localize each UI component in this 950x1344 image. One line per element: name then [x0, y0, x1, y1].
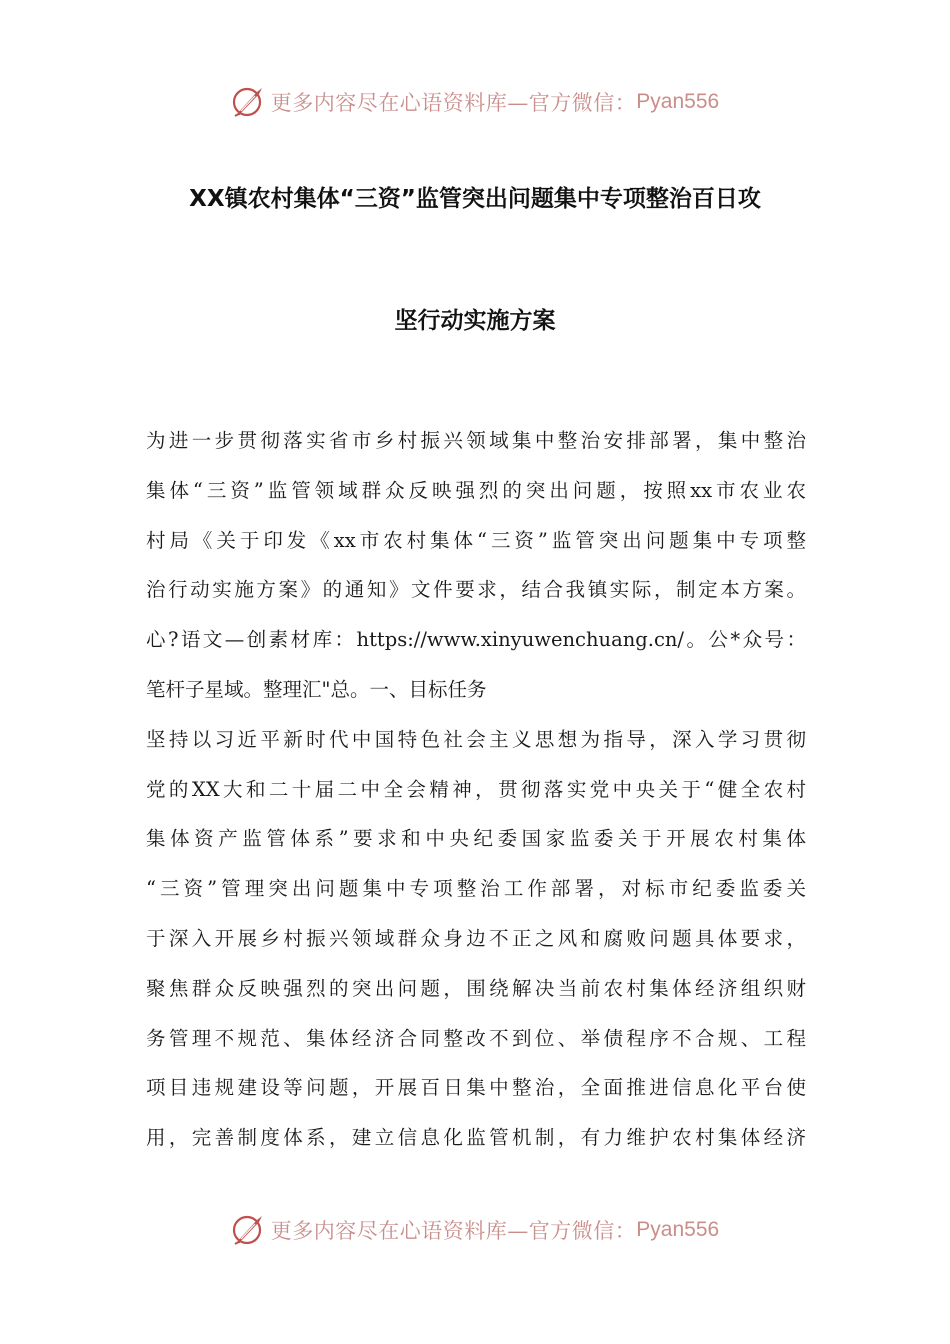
watermark-text: 更多内容尽在心语资料库—官方微信：: [270, 91, 637, 115]
body-line: 为进一步贯彻落实省市乡村振兴领域集中整治安排部署，集中整治: [146, 429, 806, 452]
watermark-banner-top: [0, 80, 950, 124]
document-title-line-1: XX镇农村集体“三资”监管突出问题集中专项整治百日攻: [189, 186, 761, 212]
document-title-line-2: 坚行动实施方案: [394, 308, 556, 334]
body-line: 党的XX大和二十届二中全会精神，贯彻落实党中央关于“健全农村: [146, 777, 806, 801]
watermark-account: Pyan556: [636, 90, 720, 113]
body-line: 务管理不规范、集体经济合同整改不到位、举债程序不合规、工程: [146, 1026, 806, 1050]
body-line: 村局《关于印发《xx市农村集体“三资”监管突出问题集中专项整: [146, 528, 806, 552]
body-line: 集体资产监管体系”要求和中央纪委国家监委关于开展农村集体: [146, 827, 806, 851]
body-line: “三资”管理突出问题集中专项整治工作部署，对标市纪委监委关: [146, 877, 806, 901]
watermark-account: Pyan556: [636, 1218, 720, 1241]
quill-pen-icon: [231, 84, 267, 120]
body-line: 笔杆子星域。整理汇"总。一、目标任务: [146, 677, 487, 701]
body-line: 集体“三资”监管领域群众反映强烈的突出问题，按照xx市农业农: [146, 478, 806, 502]
body-line: 心?语文—创素材库：https://www.xinyuwenchuang.cn/。公*众号：: [146, 628, 806, 652]
document-body: [146, 416, 806, 1163]
body-line: 项目违规建设等问题，开展百日集中整治，全面推进信息化平台使: [146, 1076, 806, 1100]
quill-pen-icon: [231, 1212, 267, 1248]
watermark-text: 更多内容尽在心语资料库—官方微信：: [270, 1219, 637, 1243]
body-line: 于深入开展乡村振兴领域群众身边不正之风和腐败问题具体要求，: [146, 926, 806, 950]
body-line: 用，完善制度体系，建立信息化监管机制，有力维护农村集体经济: [146, 1126, 806, 1150]
body-line: 聚焦群众反映强烈的突出问题，围绕解决当前农村集体经济组织财: [146, 976, 806, 1000]
watermark-banner-bottom: [0, 1208, 950, 1252]
body-line: 治行动实施方案》的通知》文件要求，结合我镇实际，制定本方案。: [146, 578, 806, 602]
body-line: 坚持以习近平新时代中国特色社会主义思想为指导，深入学习贯彻: [146, 727, 806, 751]
